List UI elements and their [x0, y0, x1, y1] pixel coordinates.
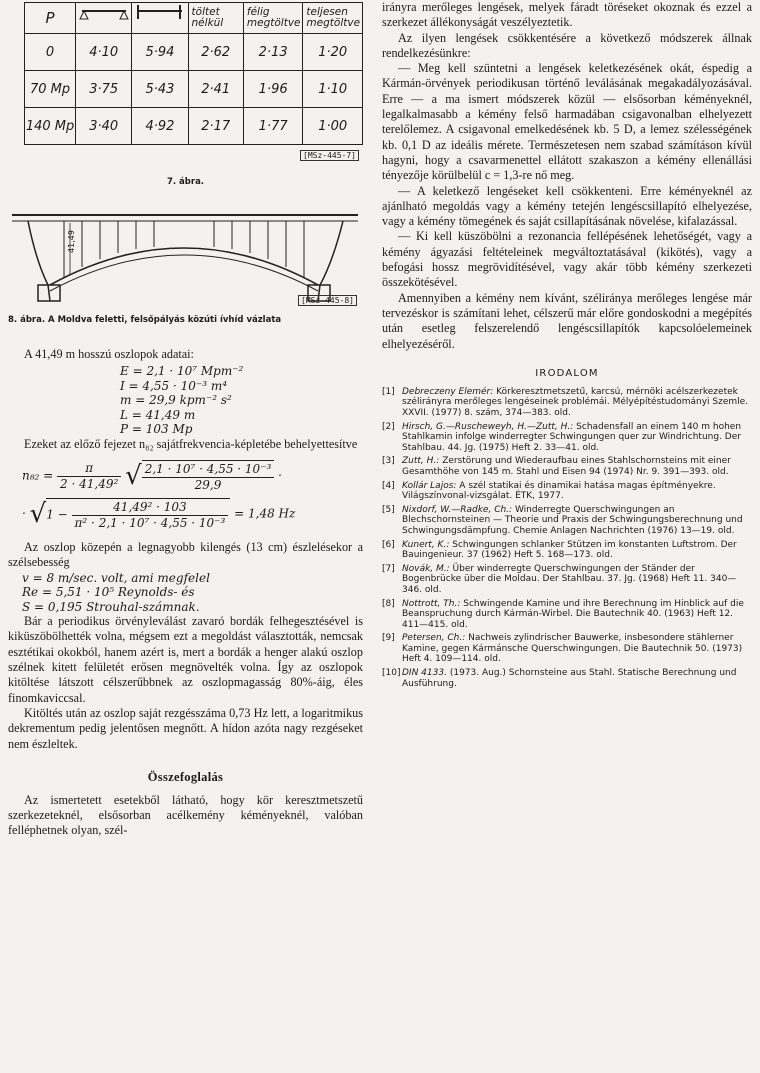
ref-number: [4]	[382, 480, 395, 491]
paragraph-2: Bár a periodikus örvényleválást zavaró bordák felhegesztésével is kiküszöbölhették volna, mégsem ezt a megoldást választották, nemcsak esztétikai okokból, hanem azért is, mert a bordák a henger alakú oszlop szélnek kitett felületét erősen megnövelték volna. Így az oszlopok kitöltése látszott célszerűbbnek az oszlopmagasság 80%-áig, éles finomkaviccsal.	[8, 614, 363, 705]
ref-title: Winderregte Querschwingungen an Blechschornsteinen — Theorie und Praxis der Schwingungsberechnung und Schwingungsdämpfung. Chemie Anlagen Nachrichten (1976) 13—19. old.	[402, 504, 743, 536]
eq2-result: = 1,48 Hz	[234, 506, 296, 521]
reference-item	[382, 668, 752, 689]
ref-author: Nottrott, Th.:	[402, 598, 461, 609]
ref-title: Über winderregte Querschwingungen der Ständer der Bogenbrücke über die Moldau. Der Stahlbau. 37. Jg. (1968) Heft 11. 340—346. old.	[402, 563, 737, 595]
figure-7-table	[24, 2, 363, 145]
reference-item	[382, 481, 752, 502]
references-heading: IRODALOM	[535, 367, 599, 379]
eq1-den: 2 · 41,49²	[60, 476, 119, 491]
r-paragraph-4: — Ki kell küszöbölni a rezonancia fellépésének lehetőségét, vagy a kémény ágyazási feltételeinek megváltoztatásával (kikötés), vagy a befogási hossz megrövidítésével, vagy akár több kémény szerkezeti összekötésével.	[382, 229, 752, 290]
references-list	[382, 387, 752, 689]
ref-number: [10]	[382, 668, 401, 679]
data-line-p: P = 103 Mp	[120, 422, 193, 437]
ref-number: [3]	[382, 456, 395, 467]
cell: 1·20	[303, 34, 363, 71]
data-block	[8, 364, 363, 437]
row-p: 0	[25, 34, 76, 71]
col-p-header: P	[25, 3, 76, 34]
figure-8-caption: 8. ábra. A Moldva feletti, felsőpályás közúti ívhíd vázlata	[8, 315, 282, 325]
reference-item	[382, 387, 752, 419]
cell: 5·94	[132, 34, 188, 71]
ref-title: (1973. Aug.) Schornsteine aus Stahl. Statische Berechnung und Ausführung.	[402, 668, 737, 689]
cell: 2·13	[243, 34, 303, 71]
r-paragraph-1: Az ilyen lengések csökkentésére a következő módszerek állnak rendelkezésünkre:	[382, 30, 752, 60]
row-p: 70 Mp	[25, 71, 76, 108]
right-column	[382, 0, 752, 692]
cell: 3·75	[76, 71, 132, 108]
col-label-3: teljesen megtöltve	[303, 3, 363, 34]
cell: 1·00	[303, 108, 363, 145]
paragraph-3: Kitöltés után az oszlop saját rezgésszáma 0,73 Hz lett, a logaritmikus dekrementum pedig jelentősen megnőtt. A hídon azóta nagy rezgéseket nem észleltek.	[8, 705, 363, 751]
reference-item	[382, 540, 752, 561]
col-label-2: félig megtöltve	[243, 3, 303, 34]
reference-item	[382, 599, 752, 631]
data-line-i: I = 4,55 · 10⁻³ m⁴	[120, 378, 228, 393]
equation-2: · √1 − $\frac{\text{41,49² · 103}}{\text{π² · 2,1 · 10⁷ · 4,55 · 10⁻³}}$ = 1,48 Hz	[22, 498, 296, 530]
cell: 2·62	[188, 34, 243, 71]
cell: 4·10	[76, 34, 132, 71]
ref-number: [1]	[382, 386, 395, 397]
ref-author: Kollár Lajos:	[402, 480, 457, 491]
figure-7-code: [MSz-445-7]	[300, 150, 359, 161]
ref-title: Nachweis zylindrischer Bauwerke, insbesondere stählerner Kamine, gegen Kármánsche Querschwingungen. Die Bautechnik 50. (1973) Heft 4. 109—114. old.	[402, 633, 743, 665]
eq1-sqrt-den: 29,9	[194, 477, 222, 492]
ref-author: Novák, M.:	[402, 563, 450, 574]
cell: 1·77	[243, 108, 303, 145]
ref-number: [8]	[382, 598, 395, 609]
reference-item	[382, 564, 752, 596]
figure-8-bridge-sketch	[8, 201, 363, 311]
ref-author: Hirsch, G.—Ruscheweyh, H.—Zutt, H.:	[402, 421, 574, 432]
cond-v: v = 8 m/sec. volt, ami megfelel	[22, 570, 210, 585]
ref-number: [5]	[382, 504, 395, 515]
summary-heading: Összefoglalás	[147, 769, 224, 784]
data-line-l: L = 41,49 m	[120, 407, 196, 422]
r-paragraph-5: Amennyiben a kémény nem kívánt, széliránya merőleges lengése már tervezéskor is számítani lehet, célszerű már előre gondoskodni a megépítés után esetleg felszerelendő lengéscsillapítók kapcsolóelemeinek elhelyezéséről.	[382, 290, 752, 351]
cell: 1·96	[243, 71, 303, 108]
data-line-e: E = 2,1 · 10⁷ Mpm⁻²	[120, 364, 244, 379]
ref-title: Schwingungen schlanker Stützen im konstanten Luftstrom. Der Bauingenieur. 37 (1962) Heft 5. 168—173. old.	[402, 539, 737, 561]
data-line-m: m = 29,9 kpm⁻² s²	[120, 393, 232, 408]
ref-title: Zerstörung und Wiederaufbau eines Stahlschornsteins mit einer Gesamthöhe von 145 m. Stahl und Eisen 94 (1974) Nr. 9. 391—393. old.	[402, 456, 731, 477]
paragraph-1: Az oszlop közepén a legnagyobb kilengés (13 cm) észlelésekor a szélsebesség	[8, 540, 363, 570]
eq2-num: 41,49² · 103	[72, 500, 229, 516]
ref-number: [9]	[382, 633, 395, 644]
reference-item	[382, 505, 752, 537]
equation-1: n₈₂ = $\frac{\pi}{\text{2 · 41,49²}}$ √ $\frac{\text{2,1 · 10⁷ · 4,55 · 10⁻³}}{29,9}$ ·	[22, 460, 282, 492]
ref-author: DIN 4133.	[402, 668, 447, 679]
reference-item	[382, 633, 752, 665]
r-paragraph-0: irányra merőleges lengések, melyek fáradt töréseket okoznak és ezzel a szerkezet állékonyságát veszélyeztetik.	[382, 0, 752, 30]
eq1-num: π	[57, 461, 121, 477]
ref-author: Kunert, K.:	[402, 539, 450, 550]
figure-7-caption: 7. ábra.	[166, 177, 205, 187]
cell: 2·41	[188, 71, 243, 108]
left-column	[8, 0, 363, 839]
ref-title: Körkeresztmetszetű, karcsú, mérnöki acélszerkezetek szélirányra merőleges lengéseinek problémái. Mélyépítéstudományi Szemle. XXVII. (1977) 8. szám, 374—383. old.	[402, 386, 749, 419]
cell: 3·40	[76, 108, 132, 145]
eq1-lhs: n₈₂ =	[22, 468, 54, 483]
paragraph-4: Az ismertetett esetekből látható, hogy kör keresztmetszetű szerkezeteknél, elsősorban acélkemény kéményeknél, valóban felléphetnek olyan, szél-	[8, 792, 363, 838]
eq2-den: π² · 2,1 · 10⁷ · 4,55 · 10⁻³	[74, 515, 226, 530]
r-paragraph-2: — Meg kell szüntetni a lengések keletkezésének okát, éspedig a Kármán-örvények periodikusan történő leválásának megakadályozásával. Erre — a ma ismert módszerek közül — elsősorban kéményeknél, legalkalmasabb a kémény felső harmadában csigavonalban elhelyezett terelőlemez. A csigavonal emelkedésének kb. 5 D, a lemez szélességének kb. 0,1 D az ideális mérete. Természetesen nem szabad számításon kívül hagyni, hogy a csavarmenettel ellátott szakaszon a kémény ellenállási tényezője körülbelül c = 1,3-re nő meg.	[382, 61, 752, 183]
cell: 1·10	[303, 71, 363, 108]
ref-number: [6]	[382, 539, 395, 550]
conditions	[8, 571, 363, 615]
ref-author: Petersen, Ch.:	[402, 633, 466, 644]
reference-item	[382, 456, 752, 477]
ref-title: Schadensfall an einem 140 m hohen Stahlkamin infolge winderregter Schwingungen quer zur Windrichtung. Der Stahlbau. 44. Jg. (1975) Heft 2. 33—41. old.	[402, 421, 742, 453]
r-paragraph-3: — A keletkező lengéseket kell csökkenteni. Erre kéményeknél az ajánlható megoldás vagy a kémény tetején lengéscsillapító elhelyezése, vagy a kémény tömegének és saját csillapításának növelése, kifalazással.	[382, 183, 752, 229]
data-intro: A 41,49 m hosszú oszlopok adatai:	[24, 347, 194, 361]
cell: 4·92	[132, 108, 188, 145]
cell: 2·17	[188, 108, 243, 145]
reference-item	[382, 422, 752, 454]
figure-8-code: [MSz-445-8]	[298, 295, 357, 306]
cond-re: Re = 5,51 · 10⁵ Reynolds- és	[22, 585, 195, 600]
ref-title: Schwingende Kamine und ihre Berechnung im Hinblick auf die Beanspruchung durch Kármán-Wirbel. Die Bautechnik 40. (1963) Heft 12. 411—415. old.	[402, 598, 744, 630]
height-label: 41,49	[66, 230, 76, 253]
cell: 5·43	[132, 71, 188, 108]
substitution-text: Ezeket az előző fejezet n₈₂ sajátfrekvencia-képletébe behelyettesítve	[24, 436, 358, 451]
cond-s: S = 0,195 Strouhal-számnak.	[22, 599, 200, 614]
ref-number: [7]	[382, 563, 395, 574]
row-p: 140 Mp	[25, 108, 76, 145]
ref-title: A szél statikai és dinamikai hatása magas építményekre. Világszínvonal-vizsgálat. ÉTK, 1977.	[402, 480, 716, 502]
beam-diagram-2	[132, 3, 188, 34]
ref-author: Debreczeny Elemér:	[402, 386, 494, 397]
ref-author: Nixdorf, W.—Radke, Ch.:	[402, 504, 513, 515]
ref-author: Zutt, H.:	[402, 456, 440, 467]
col-label-1: töltet nélkül	[188, 3, 243, 34]
beam-diagram-1	[76, 3, 132, 34]
eq1-sqrt-num: 2,1 · 10⁷ · 4,55 · 10⁻³	[142, 462, 275, 478]
ref-number: [2]	[382, 421, 395, 432]
